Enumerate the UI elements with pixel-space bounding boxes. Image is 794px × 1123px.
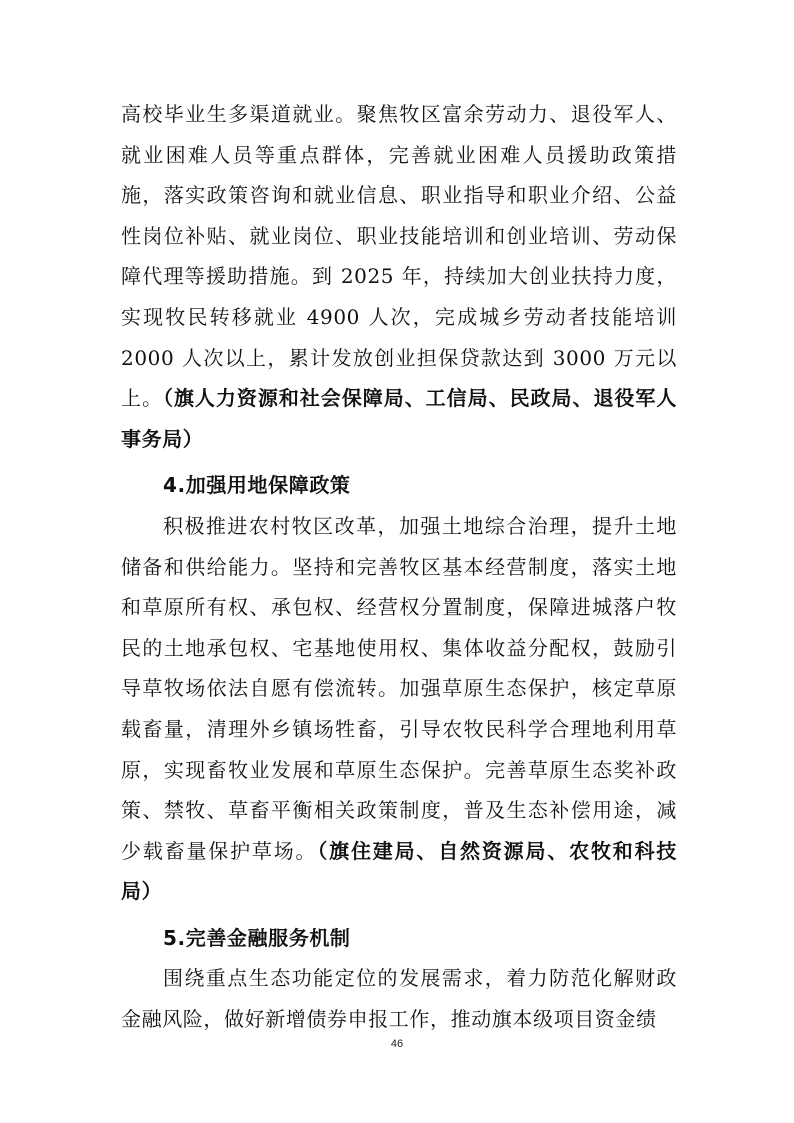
land-paragraph — [121, 506, 677, 912]
land-agencies: （旗住建局、自然资源局、农牧和科技局） — [121, 838, 677, 904]
employment-paragraph — [121, 94, 677, 459]
page-number: 46 — [390, 1038, 404, 1050]
section-heading-finance: 5.完善金融服务机制 — [163, 925, 351, 950]
employment-paragraph-text: 高校毕业生多渠道就业。聚焦牧区富余劳动力、退役军人、就业困难人员等重点群体，完善就业困难人员援助政策措施，落实政策咨询和就业信息、职业指导和职业介绍、公益性岗位补贴、就业岗位、职业技能培训和创业培训、劳动保障代理等援助措施。到 2025 年，持续加大创业扶持力度，实现牧民转移就业 4900 人次，完成城乡劳动者技能培训 2000 人次以上，累计发放创业担保贷款达到 3000 万元以上。 — [121, 102, 677, 411]
employment-agencies: （旗人力资源和社会保障局、工信局、民政局、退役军人事务局） — [121, 386, 678, 451]
land-paragraph-text: 积极推进农村牧区改革，加强土地综合治理，提升土地储备和供给能力。坚持和完善牧区基本经营制度，落实土地和草原所有权、承包权、经营权分置制度，保障进城落户牧民的土地承包权、宅基地使用权、集体收益分配权，鼓励引导草牧场依法自愿有偿流转。加强草原生态保护，核定草原载畜量，清理外乡镇场牲畜，引导农牧民科学合理地利用草原，实现畜牧业发展和草原生态保护。完善草原生态奖补政策、禁牧、草畜平衡相关政策制度，普及生态补偿用途，减少载畜量保护草场。 — [121, 513, 677, 863]
finance-paragraph: 围绕重点生态功能定位的发展需求，着力防范化解财政金融风险，做好新增债券申报工作，推动旗本级项目资金绩 — [121, 966, 677, 1032]
body-text — [121, 94, 677, 1040]
section-heading-land: 4.加强用地保障政策 — [163, 473, 351, 498]
